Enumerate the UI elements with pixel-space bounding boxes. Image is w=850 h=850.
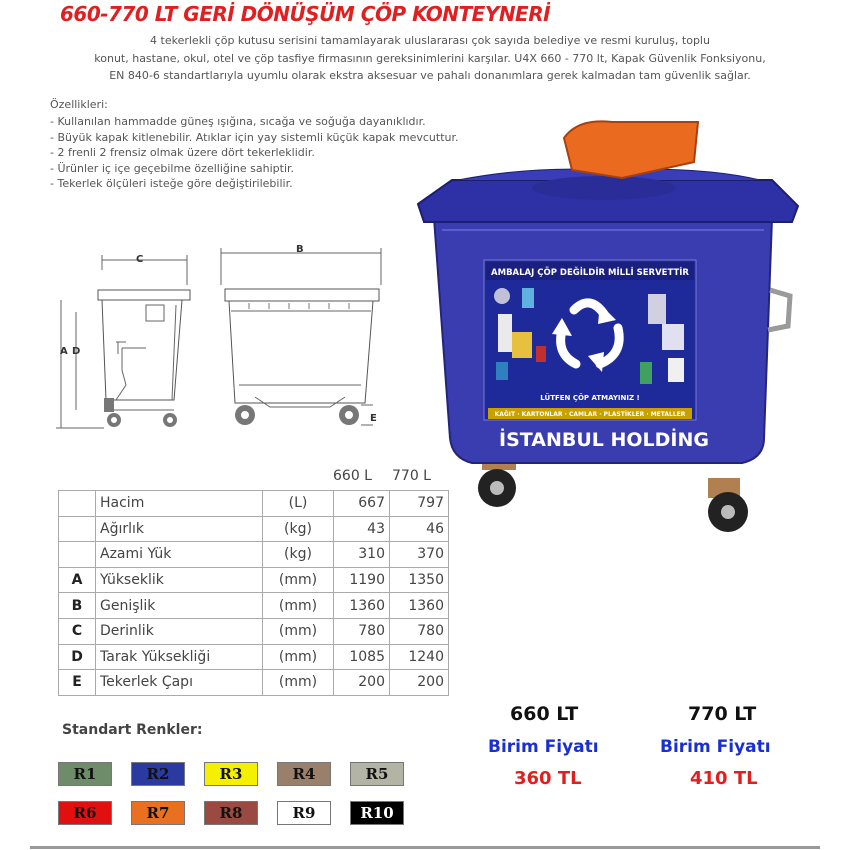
color-swatch-r4: R4 [277, 762, 331, 786]
row-value-660: 1190 [334, 567, 390, 593]
color-swatch-r6: R6 [58, 801, 112, 825]
spec-col-770: 770 L [392, 468, 431, 484]
row-name: Genişlik [96, 593, 263, 619]
row-unit: (kg) [263, 542, 334, 568]
row-key [59, 491, 96, 517]
row-unit: (mm) [263, 593, 334, 619]
table-row [59, 618, 449, 644]
row-value-770: 797 [390, 491, 449, 517]
side-view-drawing [56, 250, 206, 440]
spec-col-660: 660 L [333, 468, 372, 484]
row-unit: (kg) [263, 516, 334, 542]
row-name: Ağırlık [96, 516, 263, 542]
row-unit: (mm) [263, 670, 334, 696]
row-name: Tekerlek Çapı [96, 670, 263, 696]
row-name: Tarak Yüksekliği [96, 644, 263, 670]
row-value-660: 780 [334, 618, 390, 644]
feature-item: - Ürünler iç içe geçebilme özelliğine sahiptir. [50, 161, 459, 177]
row-value-660: 43 [334, 516, 390, 542]
container-image [412, 118, 802, 538]
row-key [59, 542, 96, 568]
row-key: E [59, 670, 96, 696]
container-sub-text: LÜTFEN ÇÖP ATMAYINIZ ! [540, 394, 640, 402]
price-770-label: Birim Fiyatı [660, 737, 771, 757]
price-660-label: Birim Fiyatı [488, 737, 599, 757]
price-660-value: 360 TL [514, 768, 582, 789]
colors-title: Standart Renkler: [62, 722, 203, 738]
row-name: Derinlik [96, 618, 263, 644]
dim-label-b: B [296, 244, 304, 255]
row-value-770: 1360 [390, 593, 449, 619]
feature-item: - 2 frenli 2 frensiz olmak üzere dört tekerleklidir. [50, 145, 459, 161]
table-row [59, 491, 449, 517]
price-660-model: 660 LT [510, 703, 579, 725]
row-name: Hacim [96, 491, 263, 517]
row-value-770: 780 [390, 618, 449, 644]
intro-line: EN 840-6 standartlarıyla uyumlu olarak ekstra aksesuar ve pahalı donanımlara gerek kalmadan tam güvenlik sağlar. [109, 69, 751, 82]
color-swatch-r8: R8 [204, 801, 258, 825]
price-770-model: 770 LT [688, 703, 757, 725]
row-key: C [59, 618, 96, 644]
dim-label-c: C [136, 254, 144, 265]
container-brand-text: İSTANBUL HOLDİNG [499, 429, 709, 451]
row-name: Yükseklik [96, 567, 263, 593]
color-swatch-r9: R9 [277, 801, 331, 825]
row-key: B [59, 593, 96, 619]
row-unit: (mm) [263, 644, 334, 670]
row-value-770: 1240 [390, 644, 449, 670]
row-value-660: 1360 [334, 593, 390, 619]
table-row [59, 644, 449, 670]
dim-label-a: A [60, 346, 68, 357]
intro-line: 4 tekerlekli çöp kutusu serisini tamamlayarak uluslararası çok sayıda belediye ve resmi kuruluş, toplu [150, 34, 710, 47]
row-unit: (mm) [263, 567, 334, 593]
features-list [50, 114, 459, 192]
row-unit: (mm) [263, 618, 334, 644]
color-swatch-r10: R10 [350, 801, 404, 825]
row-value-660: 667 [334, 491, 390, 517]
table-row [59, 670, 449, 696]
row-value-660: 310 [334, 542, 390, 568]
row-key [59, 516, 96, 542]
container-strip-text: KAĞIT · KARTONLAR · CAMLAR · PLASTİKLER · METALLER [494, 411, 686, 418]
feature-item: - Tekerlek ölçüleri isteğe göre değiştirilebilir. [50, 176, 459, 192]
table-row [59, 516, 449, 542]
row-key: D [59, 644, 96, 670]
color-swatch-r3: R3 [204, 762, 258, 786]
color-swatch-r2: R2 [131, 762, 185, 786]
row-value-660: 200 [334, 670, 390, 696]
row-value-770: 1350 [390, 567, 449, 593]
intro-text [50, 32, 810, 85]
row-value-770: 200 [390, 670, 449, 696]
features-title: Özellikleri: [50, 98, 108, 111]
row-value-660: 1085 [334, 644, 390, 670]
feature-item: - Büyük kapak kitlenebilir. Atıklar için yay sistemli küçük kapak mevcuttur. [50, 130, 459, 146]
table-row [59, 542, 449, 568]
row-unit: (L) [263, 491, 334, 517]
row-value-770: 46 [390, 516, 449, 542]
row-key: A [59, 567, 96, 593]
front-view-drawing [215, 245, 385, 435]
color-swatch-r5: R5 [350, 762, 404, 786]
color-swatch-r1: R1 [58, 762, 112, 786]
container-banner-text: AMBALAJ ÇÖP DEĞİLDİR MİLLİ SERVETTİR [491, 268, 689, 278]
dim-label-d: D [72, 346, 81, 357]
table-row [59, 567, 449, 593]
table-row [59, 593, 449, 619]
color-swatch-r7: R7 [131, 801, 185, 825]
bottom-divider [30, 846, 820, 849]
row-name: Azami Yük [96, 542, 263, 568]
feature-item: - Kullanılan hammadde güneş ışığına, sıcağa ve soğuğa dayanıklıdır. [50, 114, 459, 130]
page-title: 660-770 LT GERİ DÖNÜŞÜM ÇÖP KONTEYNERİ [60, 2, 551, 26]
spec-table [58, 490, 449, 696]
intro-line: konut, hastane, okul, otel ve çöp tasfiye firmasının gereksinimlerini karşılar. U4X 660 - 770 lt, Kapak Güvenlik Fonksiyonu, [94, 51, 766, 65]
dim-label-e: E [370, 413, 377, 424]
price-770-value: 410 TL [690, 768, 758, 789]
row-value-770: 370 [390, 542, 449, 568]
